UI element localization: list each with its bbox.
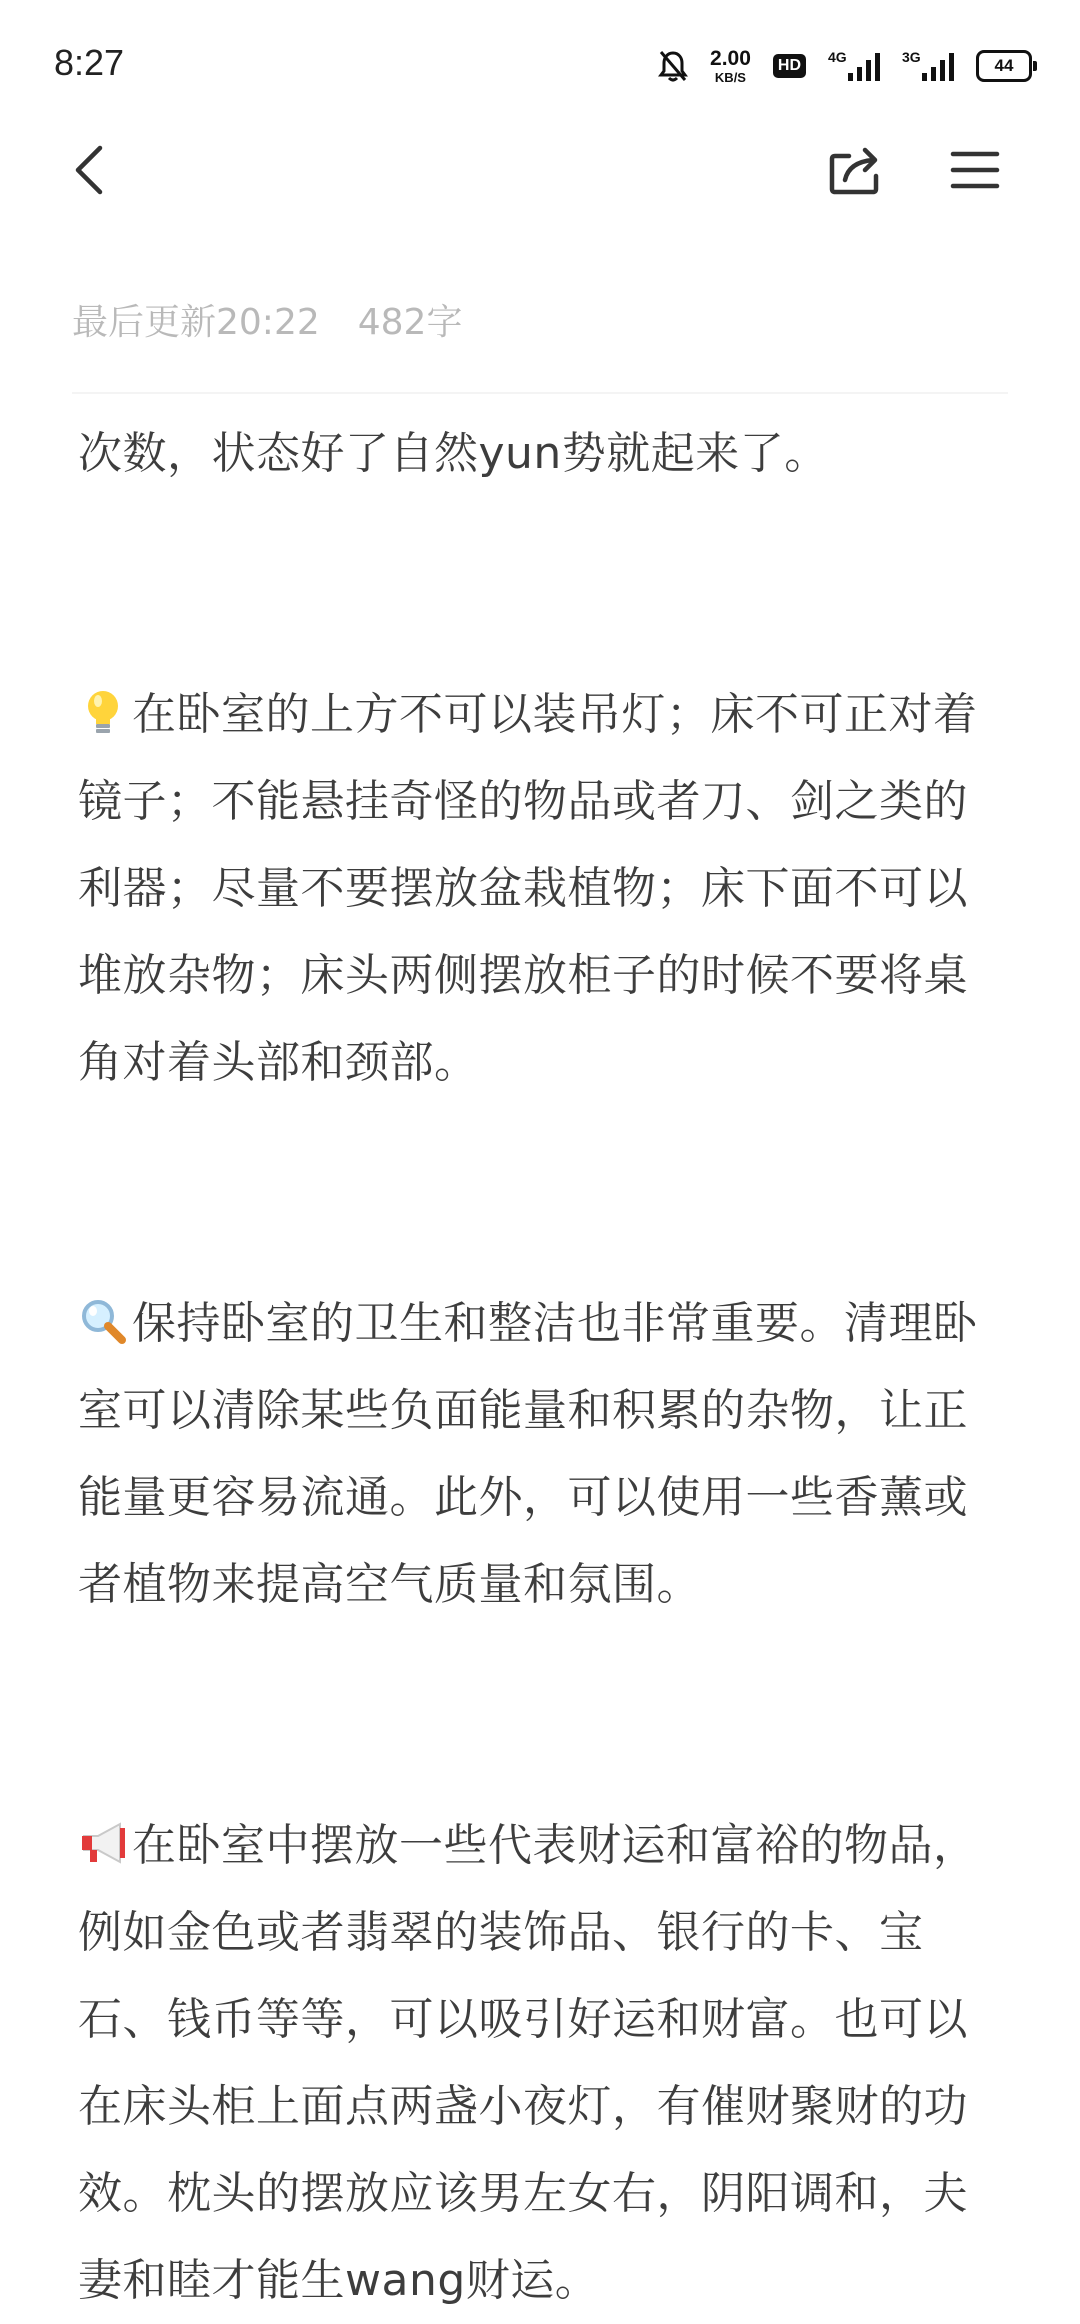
status-time: 8:27 xyxy=(54,42,125,83)
blank-line xyxy=(78,497,1008,584)
paragraph-4 xyxy=(78,1802,1008,2324)
divider xyxy=(72,392,1008,394)
blank-line xyxy=(78,1715,1008,1802)
sim2-signal-icon xyxy=(902,51,954,81)
paragraph-3 xyxy=(78,1280,1008,1628)
blank-line xyxy=(78,1106,1008,1193)
paragraph-2 xyxy=(78,671,1008,1106)
word-count: 482字 xyxy=(357,302,463,343)
hd-badge: HD xyxy=(773,54,806,78)
blank-line xyxy=(78,1193,1008,1280)
network-speed-value: 2.00 xyxy=(710,47,751,70)
paragraph-1-text: 次数，状态好了自然yun势就起来了。 xyxy=(78,428,829,479)
note-body[interactable] xyxy=(78,410,1008,2324)
blank-line xyxy=(78,584,1008,671)
paragraph-1 xyxy=(78,410,1008,497)
top-nav-bar xyxy=(0,130,1080,270)
last-updated: 最后更新20:22 xyxy=(72,302,320,343)
share-icon xyxy=(827,142,883,198)
battery-level: 44 xyxy=(994,56,1014,75)
status-bar xyxy=(0,0,1080,130)
paragraph-4-text: 在卧室中摆放一些代表财运和富裕的物品，例如金色或者翡翠的装饰品、银行的卡、宝石、钱币等等，可以吸引好运和财富。也可以在床头柜上面点两盏小夜灯，有催财聚财的功效。枕头的摆放应该男左女右，阴阳调和，夫妻和睦才能生wang财运。 xyxy=(78,1820,978,2306)
sim1-label: 4G xyxy=(828,49,847,65)
note-meta xyxy=(72,294,462,345)
paragraph-2-text: 在卧室的上方不可以装吊灯；床不可正对着镜子；不能悬挂奇怪的物品或者刀、剑之类的利器；尽量不要摆放盆栽植物；床下面不可以堆放杂物；床头两侧摆放柜子的时候不要将桌角对着头部和颈部。 xyxy=(78,689,978,1088)
light-bulb-icon xyxy=(78,687,128,737)
share-button[interactable] xyxy=(820,130,890,210)
magnifier-icon xyxy=(78,1296,128,1346)
paragraph-3-text: 保持卧室的卫生和整洁也非常重要。清理卧室可以清除某些负面能量和积累的杂物，让正能量更容易流通。此外，可以使用一些香薰或者植物来提高空气质量和氛围。 xyxy=(78,1298,978,1610)
notifications-muted-icon xyxy=(658,49,688,83)
battery-icon xyxy=(976,50,1032,82)
network-speed-unit: KB/S xyxy=(714,70,746,85)
sim2-label: 3G xyxy=(902,49,921,65)
hamburger-menu-icon xyxy=(950,148,1000,192)
menu-button[interactable] xyxy=(940,130,1010,210)
blank-line xyxy=(78,1628,1008,1715)
back-button[interactable] xyxy=(60,130,120,210)
status-icons xyxy=(658,44,1032,88)
chevron-left-icon xyxy=(70,142,110,198)
network-speed xyxy=(710,48,751,84)
megaphone-icon xyxy=(78,1818,128,1868)
sim1-signal-icon xyxy=(828,51,880,81)
